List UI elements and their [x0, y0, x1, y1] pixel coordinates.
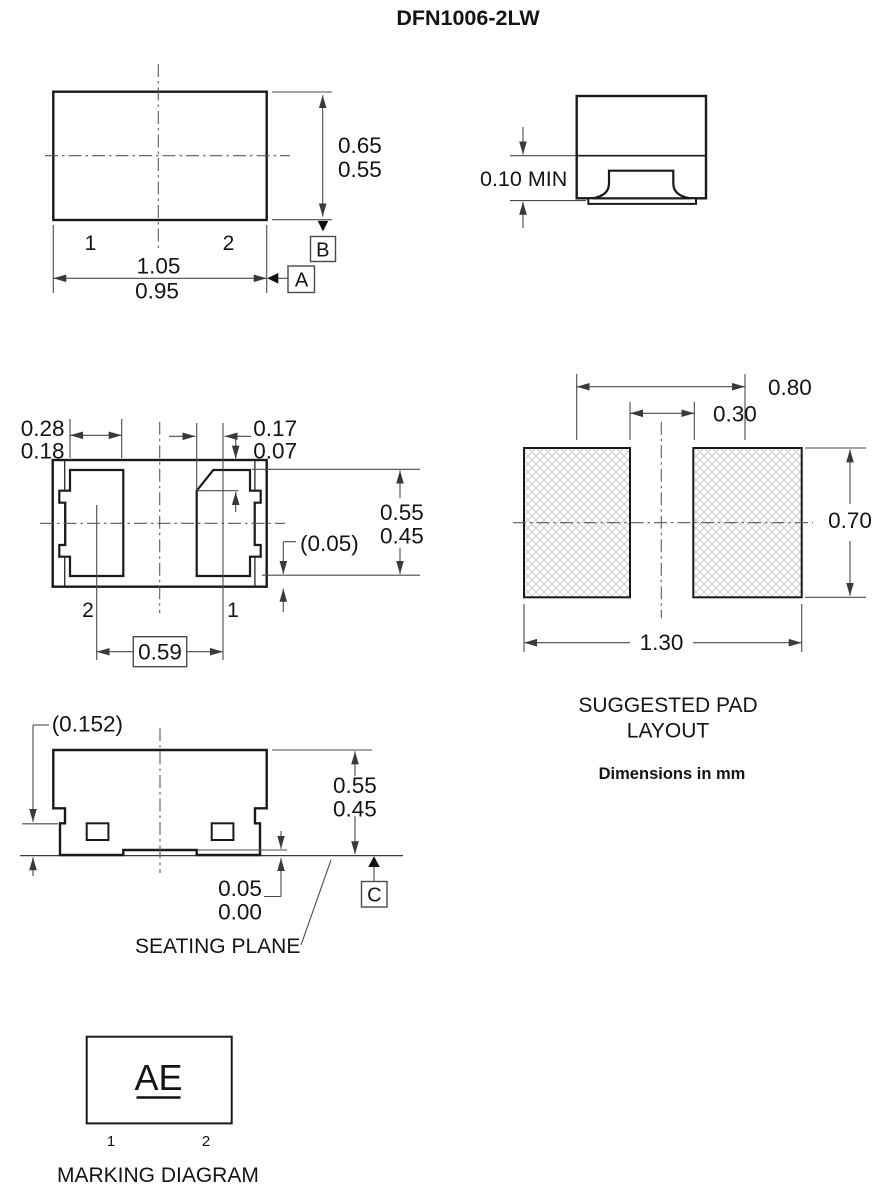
top-view — [45, 64, 382, 304]
dim-standoff-min: 0.00 — [218, 899, 262, 925]
datum-c-label: C — [367, 884, 382, 907]
pad-layout-view — [513, 374, 872, 783]
dim-layout-pitch: 0.80 — [768, 375, 812, 400]
datum-b-triangle — [318, 221, 329, 232]
marking-pin1-label: 1 — [106, 1133, 116, 1150]
pad-layout-caption-line2: LAYOUT — [626, 719, 710, 743]
dim-pad-length-min: 0.45 — [380, 523, 424, 549]
dim-edge-gap — [283, 531, 358, 612]
dim-front-height — [272, 750, 377, 854]
dim-front-height-max: 0.55 — [333, 773, 377, 798]
dim-lead-ref-value: (0.152) — [51, 711, 123, 737]
top-view-pin1-label: 1 — [84, 232, 97, 255]
dim-edge-gap-ref: (0.05) — [300, 531, 359, 556]
pad-layout-caption-line1: SUGGESTED PAD — [578, 694, 758, 717]
dim-flank-min: 0.10 MIN — [480, 167, 568, 191]
datum-a-flag — [267, 266, 314, 293]
bottom-view-pin1-label: 1 — [227, 599, 239, 622]
marking-pin2-label: 2 — [201, 1133, 211, 1150]
dim-pad-pitch-value: 0.59 — [138, 639, 182, 665]
bottom-view-pin2-label: 2 — [82, 599, 94, 622]
dim-pad-layout-gap — [630, 402, 757, 440]
dim-layout-height: 0.70 — [828, 508, 872, 533]
dim-body-height-max: 0.65 — [338, 133, 382, 158]
seating-plane-label: SEATING PLANE — [135, 935, 301, 958]
bottom-view — [21, 416, 424, 667]
dim-pad-pitch — [97, 637, 223, 667]
marking-code: AE — [134, 1057, 183, 1098]
dim-pad-width-min: 0.18 — [20, 438, 65, 464]
dim-body-width-min: 0.95 — [135, 278, 179, 304]
dim-pad-layout-overall — [524, 604, 802, 655]
dim-layout-gap: 0.30 — [713, 401, 757, 427]
marking-caption: MARKING DIAGRAM — [57, 1164, 259, 1187]
dim-standoff-max: 0.05 — [218, 876, 262, 901]
dim-pad-width-max: 0.28 — [20, 416, 65, 441]
dim-end-view-flank — [480, 127, 586, 228]
units-note: Dimensions in mm — [598, 765, 746, 783]
dim-chamfer-max: 0.17 — [253, 416, 298, 441]
datum-a-label: A — [294, 269, 309, 292]
datum-a-triangle — [267, 273, 278, 284]
front-view-lead-window-left — [87, 823, 109, 840]
page-title: DFN1006-2LW — [396, 6, 540, 30]
dim-pad-width — [21, 416, 122, 464]
datum-c-flag — [362, 856, 388, 907]
dim-body-height-min: 0.55 — [338, 157, 382, 182]
dim-pad-layout-height — [805, 448, 872, 597]
dim-front-height-min: 0.45 — [333, 796, 377, 822]
datum-b-label: B — [316, 239, 330, 262]
dim-layout-overall: 1.30 — [639, 630, 684, 655]
datum-c-triangle — [368, 856, 380, 867]
end-view — [480, 96, 706, 228]
marking-diagram — [57, 1037, 259, 1187]
dim-pad-length — [252, 469, 424, 575]
front-view — [20, 712, 403, 959]
datum-b-flag — [311, 221, 336, 262]
front-view-lead-window-right — [212, 823, 234, 840]
dim-pad-length-max: 0.55 — [380, 500, 424, 525]
dim-chamfer-min: 0.07 — [253, 438, 298, 464]
dim-body-width-max: 1.05 — [136, 253, 181, 279]
top-view-pin2-label: 2 — [222, 232, 235, 255]
